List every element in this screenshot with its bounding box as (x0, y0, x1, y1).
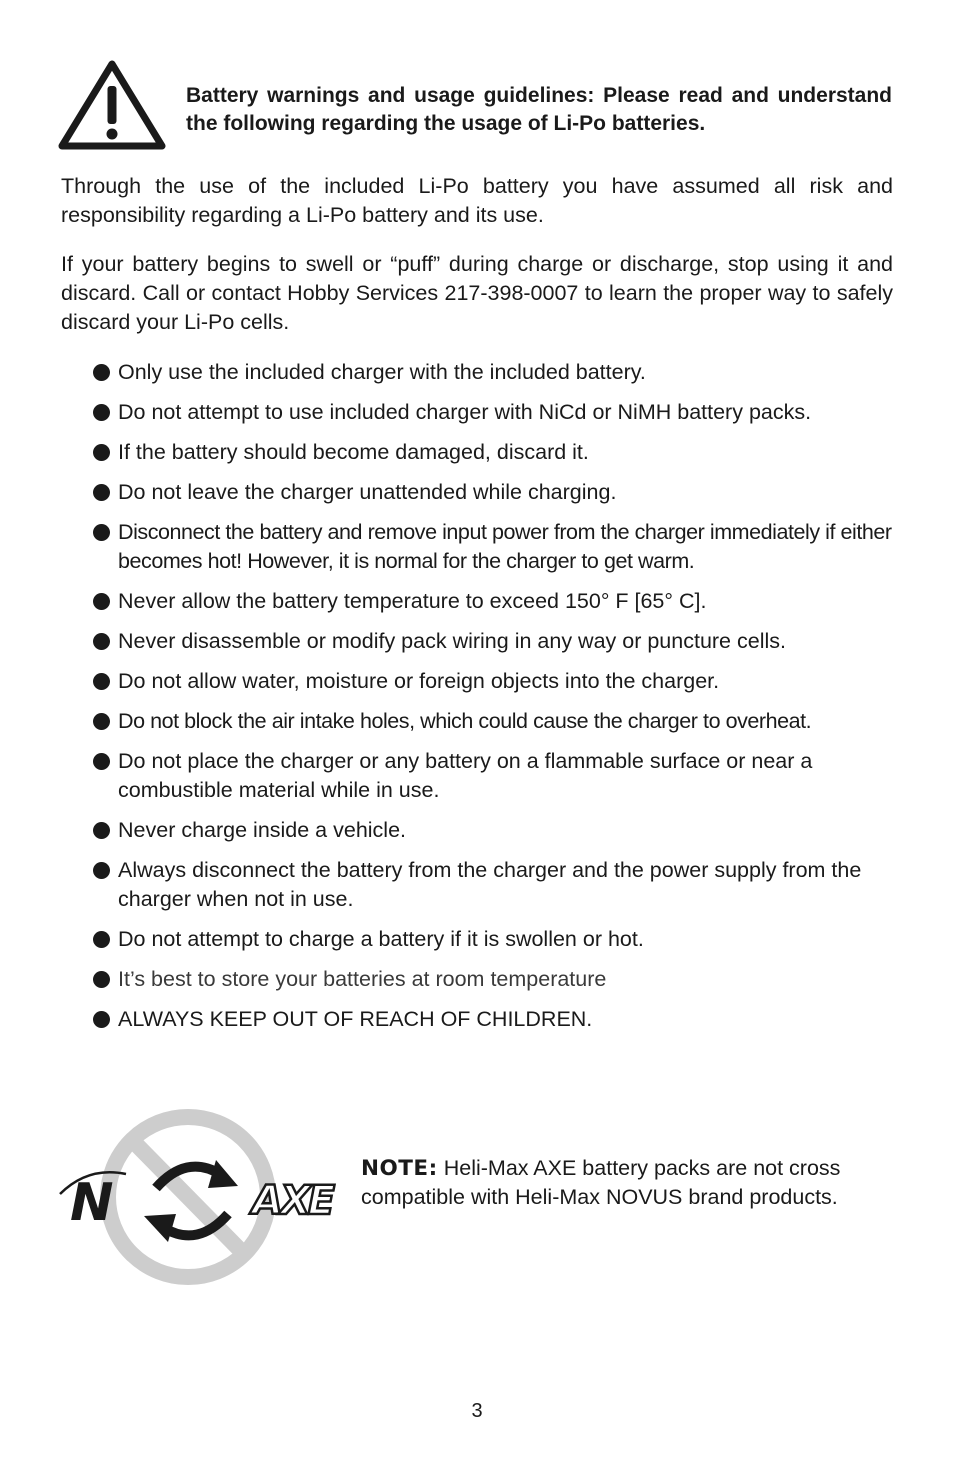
bullet-icon (93, 713, 110, 730)
bullet-icon (93, 753, 110, 770)
guidelines-list (92, 358, 902, 1045)
list-item-text: Never charge inside a vehicle. (118, 818, 407, 842)
list-item (92, 627, 902, 656)
list-item-text: If the battery should become damaged, discard it. (118, 440, 589, 464)
bullet-icon (93, 931, 110, 948)
list-item (92, 518, 902, 576)
incompatibility-graphic (58, 1102, 343, 1292)
list-item (92, 587, 902, 616)
list-item (92, 965, 902, 994)
list-item (92, 667, 902, 696)
list-item (92, 816, 902, 845)
list-item-text: Do not attempt to use included charger with NiCd or NiMH battery packs. (118, 400, 812, 424)
novus-logo-text: N (70, 1173, 114, 1233)
list-item-text: Never allow the battery temperature to exceed 150° F [65° C]. (118, 589, 707, 613)
bullet-icon (93, 1011, 110, 1028)
list-item-text: Do not attempt to charge a battery if it is swollen or hot. (118, 927, 644, 951)
swelling-paragraph: If your battery begins to swell or “puff” during charge or discharge, stop using it and discard. Call or contact Hobby Services 217-398-0007 to learn the proper way to safely discard your Li-Po cells. (61, 252, 893, 334)
note-text: Heli-Max AXE battery packs are not cross compatible with Heli-Max NOVUS brand products. (361, 1156, 841, 1209)
list-item-text: Do not block the air intake holes, which could cause the charger to overheat. (118, 709, 812, 733)
list-item-text: It’s best to store your batteries at room temperature (118, 967, 607, 991)
axe-logo-text: AXE (252, 1178, 333, 1224)
axe-logo-icon (249, 1178, 335, 1224)
bullet-icon (93, 673, 110, 690)
list-item (92, 1005, 902, 1034)
bullet-icon (93, 971, 110, 988)
list-item-text: Only use the included charger with the included battery. (118, 360, 646, 384)
compatibility-note (361, 1154, 901, 1212)
list-item (92, 707, 902, 736)
bullet-icon (93, 593, 110, 610)
warning-triangle-icon (58, 58, 166, 152)
bullet-icon (93, 862, 110, 879)
list-item (92, 438, 902, 467)
list-item (92, 925, 902, 954)
note-label: NOTE: (361, 1156, 438, 1181)
list-item (92, 358, 902, 387)
bullet-icon (93, 822, 110, 839)
list-item (92, 856, 902, 914)
list-item-text: ALWAYS KEEP OUT OF REACH OF CHILDREN. (118, 1007, 593, 1031)
list-item (92, 747, 902, 805)
bullet-icon (93, 364, 110, 381)
bullet-icon (93, 524, 110, 541)
page-number: 3 (471, 1400, 483, 1422)
risk-paragraph: Through the use of the included Li-Po battery you have assumed all risk and responsibility regarding a Li-Po battery and its use. (61, 174, 893, 227)
list-item (92, 478, 902, 507)
list-item-text: Always disconnect the battery from the charger and the power supply from the charger when not in use. (118, 858, 862, 911)
list-item-text: Disconnect the battery and remove input power from the charger immediately if either becomes hot! However, it is normal for the charger to get warm. (118, 520, 892, 573)
bullet-icon (93, 484, 110, 501)
list-item-text: Do not allow water, moisture or foreign objects into the charger. (118, 669, 720, 693)
list-item-text: Do not leave the charger unattended while charging. (118, 480, 617, 504)
bullet-icon (93, 444, 110, 461)
bullet-icon (93, 633, 110, 650)
bullet-icon (93, 404, 110, 421)
list-item-text: Never disassemble or modify pack wiring in any way or puncture cells. (118, 629, 786, 653)
list-item (92, 398, 902, 427)
list-item-text: Do not place the charger or any battery on a flammable surface or near a combustible material while in use. (118, 749, 813, 802)
no-symbol-icon (108, 1117, 268, 1277)
warning-heading: Battery warnings and usage guidelines: Please read and understand the following regarding the usage of Li-Po batteries. (186, 84, 892, 135)
